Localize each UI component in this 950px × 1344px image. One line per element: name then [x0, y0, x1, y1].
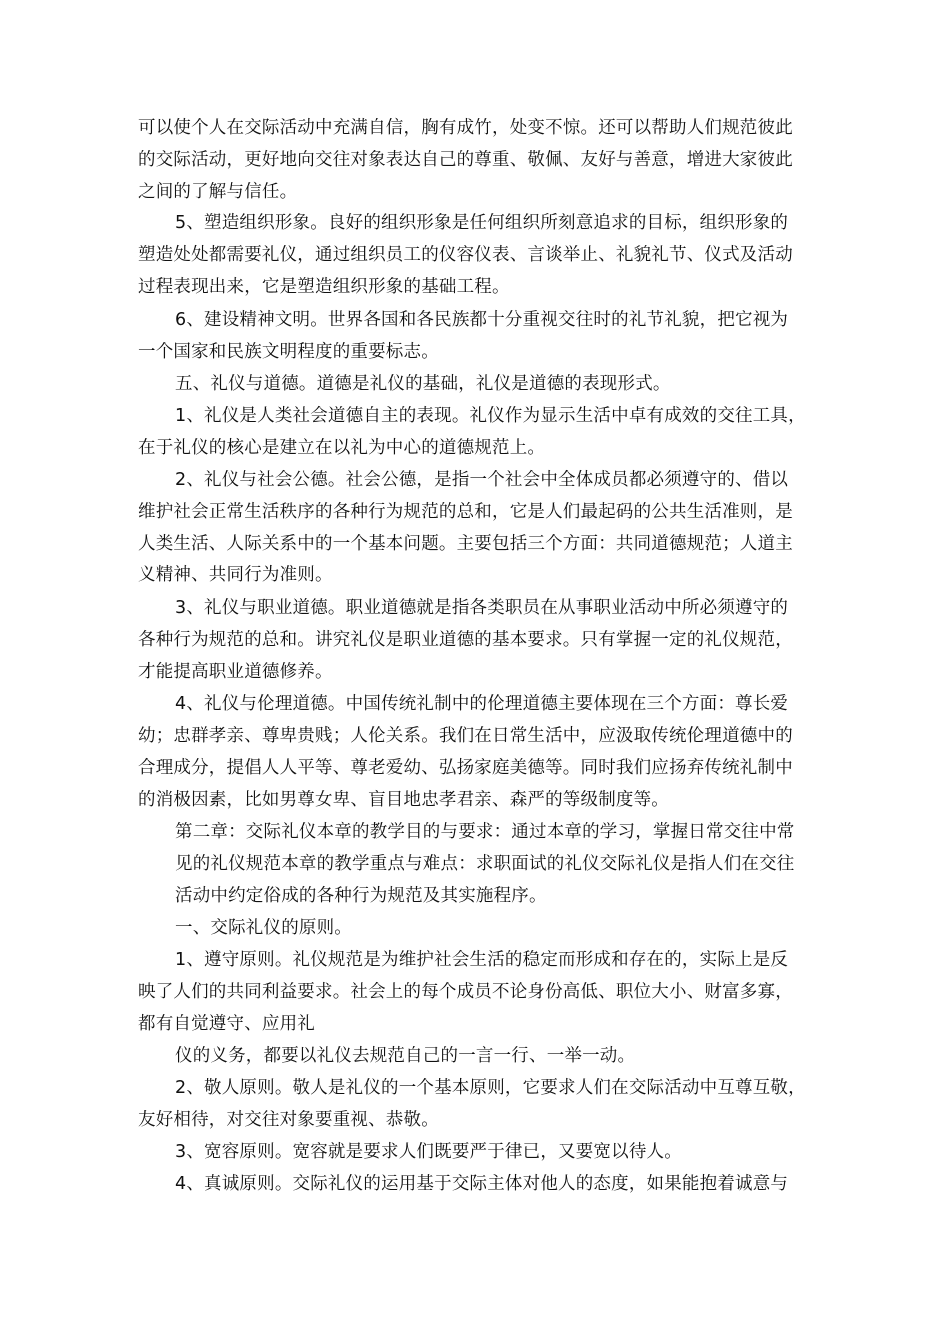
- text-line: 之间的了解与信任。: [138, 182, 298, 202]
- text-line: 4、真诚原则。交际礼仪的运用基于交际主体对他人的态度，如果能抱着诚意与: [175, 1174, 789, 1194]
- chapter-heading: 第二章：交际礼仪本章的教学目的与要求：通过本章的学习，掌握日常交往中常: [175, 822, 795, 842]
- text-line: 的消极因素，比如男尊女卑、盲目地忠孝君亲、森严的等级制度等。: [138, 790, 669, 810]
- text-line: 1、礼仪是人类社会道德自主的表现。礼仪作为显示生活中卓有成效的交往工具，: [175, 406, 806, 426]
- text-line: 一个国家和民族文明程度的重要标志。: [138, 342, 439, 362]
- text-line: 都有自觉遵守、应用礼: [138, 1014, 315, 1034]
- text-line: 维护社会正常生活秩序的各种行为规范的总和，它是人们最起码的公共生活准则，是: [138, 502, 793, 522]
- text-line: 5、塑造组织形象。良好的组织形象是任何组织所刻意追求的目标，组织形象的: [175, 213, 789, 233]
- text-line: 仪的义务，都要以礼仪去规范自己的一言一行、一举一动。: [175, 1046, 636, 1066]
- text-line: 合理成分，提倡人人平等、尊老爱幼、弘扬家庭美德等。同时我们应扬弃传统礼制中: [138, 758, 793, 778]
- text-line: 3、宽容原则。宽容就是要求人们既要严于律已，又要宽以待人。: [175, 1142, 682, 1162]
- text-line: 在于礼仪的核心是建立在以礼为中心的道德规范上。: [138, 438, 546, 458]
- text-line: 才能提高职业道德修养。: [138, 662, 333, 682]
- text-line: 见的礼仪规范本章的教学重点与难点：求职面试的礼仪交际礼仪是指人们在交往: [175, 854, 795, 874]
- text-line: 活动中约定俗成的各种行为规范及其实施程序。: [175, 886, 547, 906]
- text-line: 义精神、共同行为准则。: [138, 565, 333, 585]
- text-line: 可以使个人在交际活动中充满自信，胸有成竹，处变不惊。还可以帮助人们规范彼此: [138, 118, 793, 138]
- text-line: 幼；忠群孝亲、尊卑贵贱；人伦关系。我们在日常生活中，应汲取传统伦理道德中的: [138, 726, 793, 746]
- text-line: 人类生活、人际关系中的一个基本问题。主要包括三个方面：共同道德规范；人道主: [138, 534, 793, 554]
- text-line: 6、建设精神文明。世界各国和各民族都十分重视交往时的礼节礼貌，把它视为: [175, 310, 789, 330]
- text-line: 塑造处处都需要礼仪，通过组织员工的仪容仪表、言谈举止、礼貌礼节、仪式及活动: [138, 245, 793, 265]
- text-line: 4、礼仪与伦理道德。中国传统礼制中的伦理道德主要体现在三个方面：尊长爱: [175, 694, 789, 714]
- text-line: 友好相待，对交往对象要重视、恭敬。: [138, 1110, 439, 1130]
- text-line: 3、礼仪与职业道德。职业道德就是指各类职员在从事职业活动中所必须遵守的: [175, 598, 789, 618]
- text-line: 1、遵守原则。礼仪规范是为维护社会生活的稳定而形成和存在的，实际上是反: [175, 950, 789, 970]
- text-line: 2、礼仪与社会公德。社会公德，是指一个社会中全体成员都必须遵守的、借以: [175, 470, 789, 490]
- section-heading: 一、交际礼仪的原则。: [175, 918, 352, 938]
- text-line: 2、敬人原则。敬人是礼仪的一个基本原则，它要求人们在交际活动中互尊互敬，: [175, 1078, 806, 1098]
- section-heading: 五、礼仪与道德。道德是礼仪的基础，礼仪是道德的表现形式。: [175, 374, 671, 394]
- text-line: 过程表现出来，它是塑造组织形象的基础工程。: [138, 277, 510, 297]
- text-line: 各种行为规范的总和。讲究礼仪是职业道德的基本要求。只有掌握一定的礼仪规范，: [138, 630, 793, 650]
- text-line: 映了人们的共同利益要求。社会上的每个成员不论身份高低、职位大小、财富多寡，: [138, 982, 793, 1002]
- text-line: 的交际活动，更好地向交往对象表达自己的尊重、敬佩、友好与善意，增进大家彼此: [138, 150, 793, 170]
